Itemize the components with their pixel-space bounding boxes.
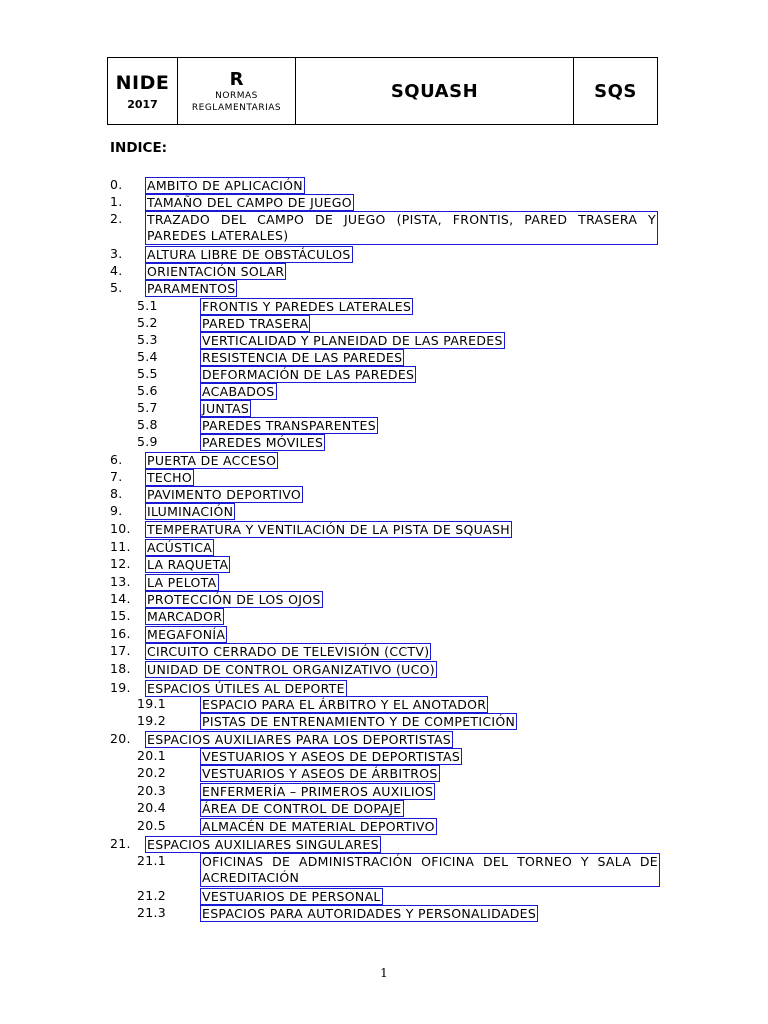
toc-entry-number: 21.3 [137,905,167,920]
document-header-table [107,57,658,125]
header-abbr-cell [574,58,657,124]
toc-entry-number: 5.6 [137,383,158,398]
toc-entry-link[interactable]: TEMPERATURA Y VENTILACIÓN DE LA PISTA DE SQUASH [147,522,510,537]
toc-entry-number: 21.1 [137,853,167,868]
toc-entry-link[interactable]: TRAZADO DEL CAMPO DE JUEGO (PISTA, FRONTIS, PARED TRASERA Y PAREDES LATERALES) [147,212,656,243]
toc-entry-link[interactable]: ESPACIO PARA EL ÁRBITRO Y EL ANOTADOR [202,697,487,712]
toc-entry-number: 15. [110,608,131,623]
toc-entry-link[interactable]: PROTECCIÓN DE LOS OJOS [147,592,321,607]
toc-entry-number: 2. [110,211,123,226]
toc-entry-link[interactable]: OFICINAS DE ADMINISTRACIÓN OFICINA DEL TORNEO Y SALA DE ACREDITACIÓN [202,854,658,885]
toc-entry-link[interactable]: RESISTENCIA DE LAS PAREDES [202,350,403,365]
toc-entry-number: 5.2 [137,315,158,330]
toc-entry-number: 21. [110,836,131,851]
index-heading: INDICE: [110,140,168,156]
toc-entry-number: 5.9 [137,434,158,449]
toc-entry-link[interactable]: ENFERMERÍA – PRIMEROS AUXILIOS [202,784,434,799]
toc-entry-number: 13. [110,574,131,589]
header-title-cell [296,58,574,124]
toc-entry-number: 5.7 [137,400,158,415]
toc-entry-link[interactable]: ALMACÉN DE MATERIAL DEPORTIVO [202,819,435,834]
toc-entry-number: 9. [110,503,123,518]
toc-entry-link[interactable]: ESPACIOS AUXILIARES PARA LOS DEPORTISTAS [147,732,452,747]
toc-entry-number: 0. [110,177,123,192]
toc-entry-number: 18. [110,661,131,676]
toc-entry-number: 20.5 [137,818,167,833]
header-subtitle: NORMAS REGLAMENTARIAS [191,90,282,113]
header-letter: R [229,68,244,90]
toc-entry-link[interactable]: PAREDES MÓVILES [202,435,324,450]
toc-entry-link[interactable]: VESTUARIOS Y ASEOS DE DEPORTISTAS [202,749,461,764]
toc-entry-link[interactable]: PAREDES TRANSPARENTES [202,418,376,433]
toc-entry-number: 4. [110,263,123,278]
toc-entry-number: 5.8 [137,417,158,432]
toc-entry-number: 14. [110,591,131,606]
toc-entry-number: 3. [110,246,123,261]
toc-entry-number: 5.3 [137,332,158,347]
toc-entry-link[interactable]: LA PELOTA [147,575,217,590]
toc-entry-link[interactable]: JUNTAS [202,401,250,416]
header-code-cell [108,58,178,124]
toc-entry-link[interactable]: ACABADOS [202,384,275,399]
toc-entry-link[interactable]: ALTURA LIBRE DE OBSTÁCULOS [147,247,351,262]
toc-entry-number: 16. [110,626,131,641]
toc-entry-number: 5.4 [137,349,158,364]
toc-entry-number: 11. [110,539,131,554]
toc-entry-link[interactable]: PARAMENTOS [147,281,236,296]
toc-entry-number: 5.5 [137,366,158,381]
toc-entry-link[interactable]: VERTICALIDAD Y PLANEIDAD DE LAS PAREDES [202,333,503,348]
toc-entry-number: 20.2 [137,765,167,780]
toc-entry-link[interactable]: MARCADOR [147,609,223,624]
toc-entry-link[interactable]: MEGAFONÍA [147,627,226,642]
header-code: NIDE [115,71,170,94]
toc-entry-link[interactable]: ÁREA DE CONTROL DE DOPAJE [202,801,402,816]
toc-entry-link[interactable]: VESTUARIOS Y ASEOS DE ÁRBITROS [202,766,438,781]
toc-entry-number: 20.1 [137,748,167,763]
toc-entry-link[interactable]: ILUMINACIÓN [147,504,234,519]
toc-entry-number: 21.2 [137,888,167,903]
header-year: 2017 [127,97,158,111]
toc-entry-link[interactable]: TECHO [147,470,192,485]
toc-entry-number: 8. [110,486,123,501]
toc-entry-link[interactable]: ESPACIOS AUXILIARES SINGULARES [147,837,379,852]
toc-entry-link[interactable]: PUERTA DE ACCESO [147,453,277,468]
toc-entry-link[interactable]: LA RAQUETA [147,557,229,572]
header-letter-cell [178,58,296,124]
toc-entry-link[interactable]: CIRCUITO CERRADO DE TELEVISIÓN (CCTV) [147,644,430,659]
toc-entry-link[interactable]: ACÚSTICA [147,540,213,555]
header-abbr: SQS [594,80,637,102]
toc-entry-link[interactable]: UNIDAD DE CONTROL ORGANIZATIVO (UCO) [147,662,435,677]
toc-entry-number: 19.2 [137,713,167,728]
toc-entry-link[interactable]: TAMAÑO DEL CAMPO DE JUEGO [147,195,352,210]
toc-entry-number: 20.4 [137,800,167,815]
toc-entry-link[interactable]: PAVIMENTO DEPORTIVO [147,487,302,502]
toc-entry-number: 5. [110,280,123,295]
toc-entry-number: 20. [110,731,131,746]
toc-entry-link[interactable]: FRONTIS Y PAREDES LATERALES [202,299,412,314]
toc-entry-number: 5.1 [137,298,158,313]
page-number: 1 [380,966,388,980]
toc-entry-link[interactable]: ESPACIOS PARA AUTORIDADES Y PERSONALIDADES [202,906,537,921]
toc-entry-link[interactable]: PISTAS DE ENTRENAMIENTO Y DE COMPETICIÓN [202,714,516,729]
toc-entry-number: 19. [110,680,131,695]
toc-entry-number: 12. [110,556,131,571]
toc-entry-number: 17. [110,643,131,658]
toc-entry-link[interactable]: VESTUARIOS DE PERSONAL [202,889,381,904]
toc-entry-link[interactable]: DEFORMACIÓN DE LAS PAREDES [202,367,415,382]
toc-entry-number: 10. [110,521,131,536]
toc-entry-link[interactable]: PARED TRASERA [202,316,309,331]
toc-entry-link[interactable]: ESPACIOS ÚTILES AL DEPORTE [147,681,345,696]
toc-entry-number: 20.3 [137,783,167,798]
toc-entry-link[interactable]: AMBITO DE APLICACIÓN [147,178,303,193]
header-title: SQUASH [390,80,479,102]
toc-entry-number: 7. [110,469,123,484]
toc-entry-number: 19.1 [137,696,167,711]
toc-entry-link[interactable]: ORIENTACIÓN SOLAR [147,264,285,279]
toc-entry-number: 6. [110,452,123,467]
toc-entry-number: 1. [110,194,123,209]
